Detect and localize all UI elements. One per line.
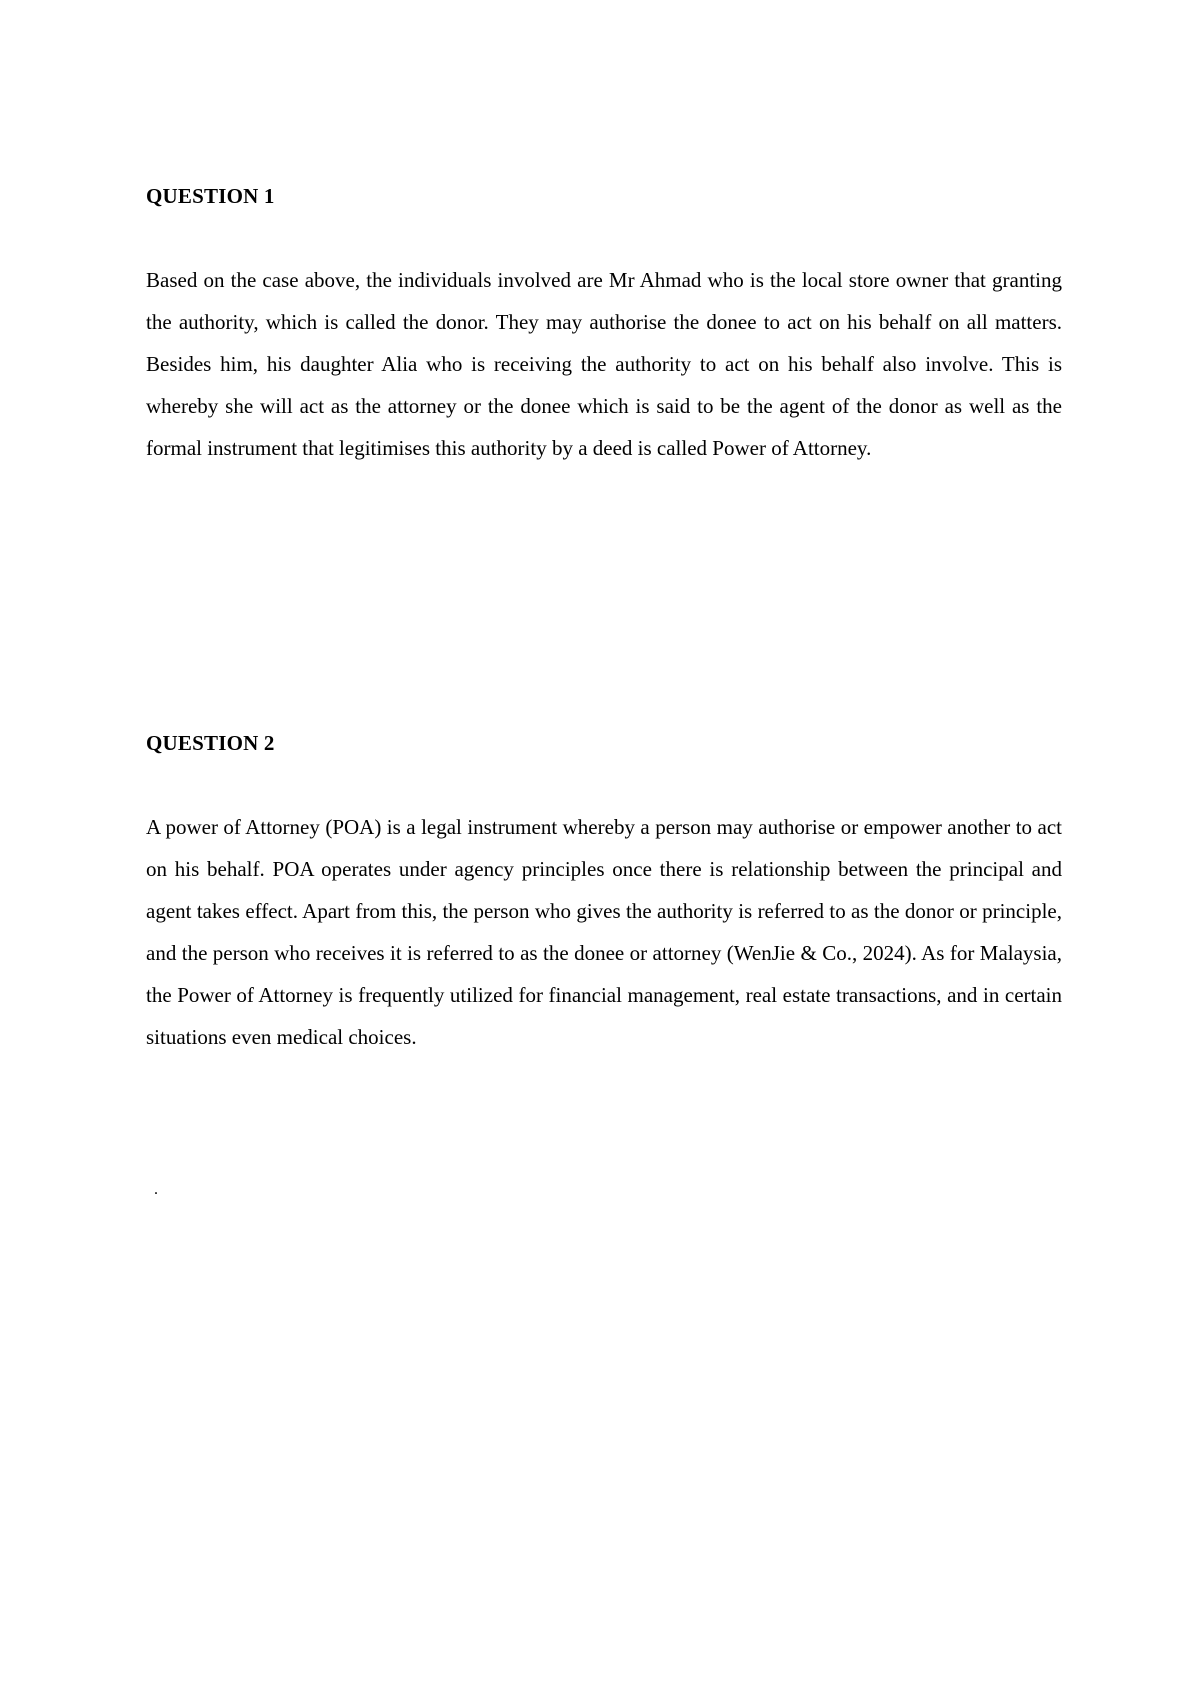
question-2-answer-paragraph: A power of Attorney (POA) is a legal instrument whereby a person may authorise or empower another to act on his behalf. POA operates under agency principles once there is relationship between the principal and agent takes effect. Apart from this, the person who gives the authority is referred to as the donor or principle, and the person who receives it is referred to as the donee or attorney (WenJie & Co., 2024). As for Malaysia, the Power of Attorney is frequently utilized for financial management, real estate transactions, and in certain situations even medical choices. [146,815,1062,1049]
question-2-heading: QUESTION 2 [146,731,275,755]
trailing-period-mark: . [154,1181,158,1198]
question-1-heading: QUESTION 1 [146,184,275,208]
question-1-answer-paragraph: Based on the case above, the individuals involved are Mr Ahmad who is the local store owner that granting the authority, which is called the donor. They may authorise the donee to act on his behalf on all matters. Besides him, his daughter Alia who is receiving the authority to act on his behalf also involve. This is whereby she will act as the attorney or the donee which is said to be the agent of the donor as well as the formal instrument that legitimises this authority by a deed is called Power of Attorney. [146,268,1062,460]
